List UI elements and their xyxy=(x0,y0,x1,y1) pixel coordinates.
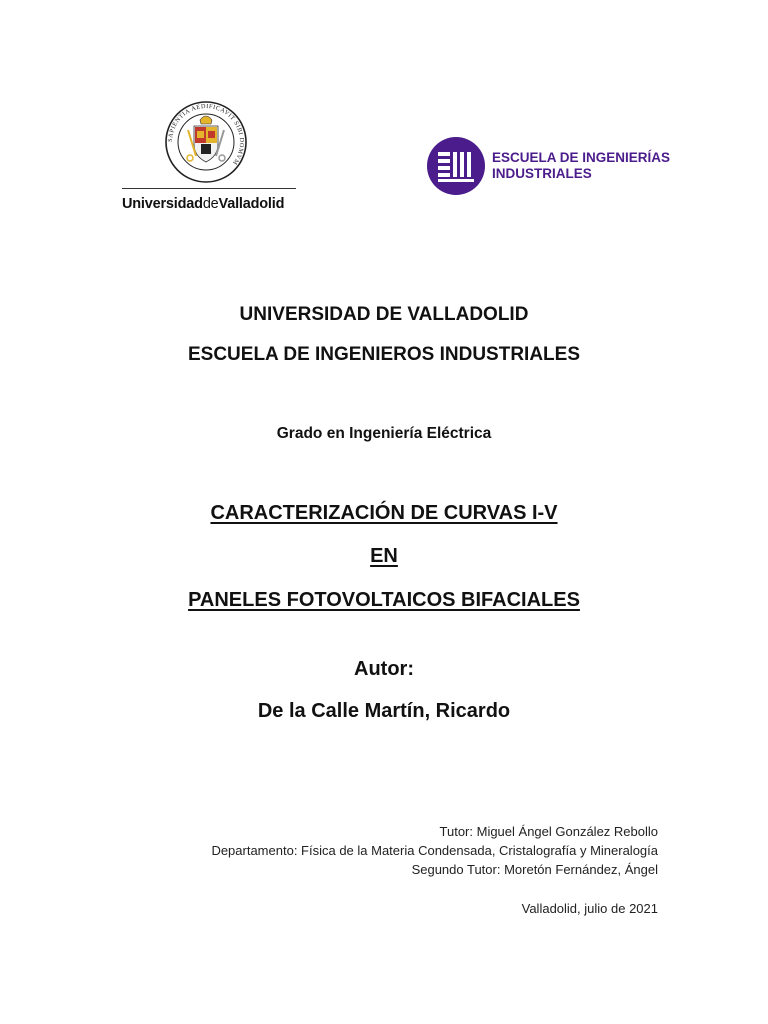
uva-seal-icon xyxy=(164,100,248,184)
school-heading: ESCUELA DE INGENIEROS INDUSTRIALES xyxy=(187,344,580,365)
thesis-title-line2: EN xyxy=(370,545,398,567)
uva-wordmark xyxy=(122,196,312,212)
place-date: Valladolid, julio de 2021 xyxy=(521,901,658,916)
eii-wordmark xyxy=(492,150,692,182)
thesis-title-line3: PANELES FOTOVOLTAICOS BIFACIALES xyxy=(188,589,580,611)
author-label: Autor: xyxy=(354,658,414,680)
author-name: De la Calle Martín, Ricardo xyxy=(257,700,511,722)
eii-logo xyxy=(426,136,686,204)
uva-wordmark-part: de xyxy=(202,196,219,212)
tutor-line: Tutor: Miguel Ángel González Rebollo xyxy=(439,824,658,839)
uva-logo xyxy=(110,100,302,220)
degree-program: Grado en Ingeniería Eléctrica xyxy=(276,425,492,442)
department-line: Departamento: Física de la Materia Condensada, Cristalografía y Mineralogía xyxy=(211,843,658,858)
eii-emblem-icon xyxy=(426,136,486,196)
thesis-title-line1: CARACTERIZACIÓN DE CURVAS I-V xyxy=(210,502,558,524)
eii-wordmark-line2: INDUSTRIALES xyxy=(492,166,592,181)
uva-wordmark-part: Universidad xyxy=(122,196,203,212)
university-heading: UNIVERSIDAD DE VALLADOLID xyxy=(239,304,529,325)
uva-wordmark-part: Valladolid xyxy=(218,196,285,212)
uva-seal-text: SAPIENTIA AEDIFICAVIT SIBI DOMVM xyxy=(166,102,246,167)
eii-wordmark-line1: ESCUELA DE INGENIERÍAS xyxy=(492,150,671,165)
uva-logo-divider xyxy=(122,188,296,189)
second-tutor-line: Segundo Tutor: Moretón Fernández, Ángel xyxy=(411,862,658,877)
